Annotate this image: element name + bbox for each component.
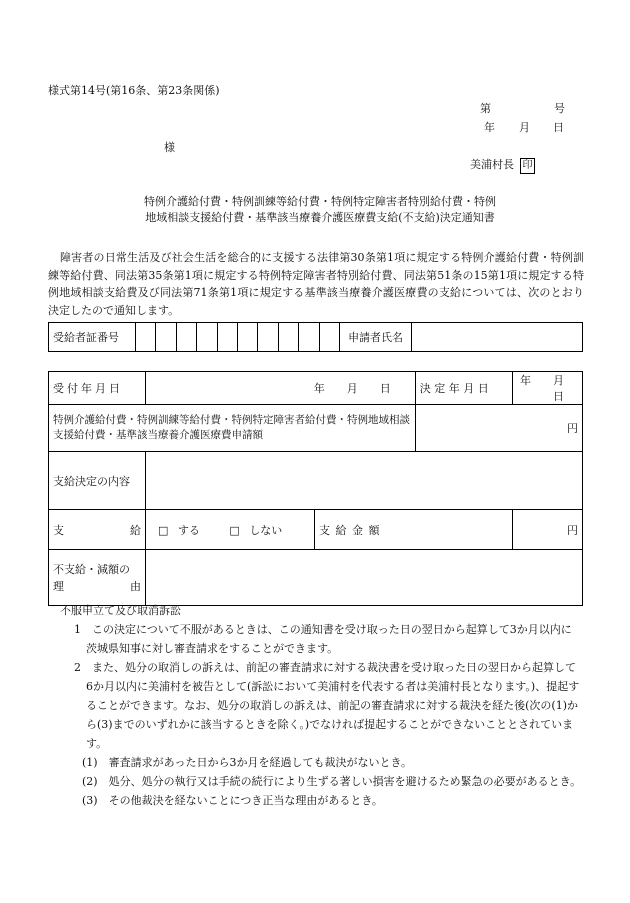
option-no-label: しない [249,523,283,537]
received-date-value[interactable]: 年 月 日 [146,372,416,405]
payment-label [49,510,146,550]
recipient-number-cell[interactable] [319,323,339,352]
reason-field[interactable] [146,550,583,606]
date-month: 月 [519,121,530,134]
decision-date-value[interactable]: 年 月 日 [512,372,582,405]
title-line-2: 地域相談支援給付費・基準該当療養介護医療費支給(不支給)決定通知書 [145,211,495,224]
recipient-number-cell[interactable] [176,323,196,352]
appeal-sub-1: (1) 審査請求があった日から3か月を経過しても裁決がないとき。 [82,756,413,769]
appeal-sub-3: (3) その他裁決を経ないことにつき正当な理由があるとき。 [82,794,383,807]
payment-label-left: 支 [53,523,64,537]
reason-label-left: 理 [53,579,64,593]
date-day: 日 [553,121,564,134]
checkbox-no-icon[interactable]: □ [229,523,240,537]
applicant-name-label: 申請者氏名 [340,323,412,352]
recipient-table [48,322,583,352]
reason-label-line2 [53,578,141,595]
reason-label-right: 由 [130,579,141,593]
number-suffix: 号 [554,102,565,115]
applicant-name-field[interactable] [412,323,583,352]
addressee-honorific: 様 [164,141,175,154]
appeal-item-1: 1 この決定について不服があるときは、この通知書を受け取った日の翌日から起算して3か月以内に茨城県知事に対し審査請求をすることができます。 [74,623,572,655]
number-prefix: 第 [480,102,491,115]
recipient-number-cell[interactable] [238,323,258,352]
recipient-number-cell[interactable] [278,323,298,352]
form-number: 様式第14号(第16条、第23条関係) [48,84,220,97]
issuer-name: 美浦村長 [470,158,514,171]
option-yes-label: する [177,523,200,537]
payment-options [146,510,315,550]
appeal-sub-2: (2) 処分、処分の執行又は手続の続行により生ずる著しい損害を避けるため緊急の必要があるとき。 [82,775,582,788]
reason-label-line1: 不支給・減額の [53,562,130,576]
recipient-number-cell[interactable] [258,323,278,352]
recipient-number-cell[interactable] [156,323,176,352]
decision-date-label: 決 定 年 月 日 [415,372,512,405]
recipient-number-label: 受給者証番号 [49,323,136,352]
body-text: 障害者の日常生活及び社会生活を総合的に支援する法律第30条第1項に規定する特例介護給付費・特例訓練等給付費、同法第35条第1項に規定する特例特定障害者特別給付費、同法第51条の15第1項に規定する特例地域相談支給費及び同法第71条第1項に規定する基準該当療養介護医療費の支給については、次のとおり決定したので通知します。 [48,251,584,317]
appeal-notes [72,620,582,810]
issuer [470,156,535,174]
checkbox-yes-icon[interactable]: □ [158,523,169,537]
payment-amount-yen[interactable]: 円 [512,510,582,550]
recipient-number-cell[interactable] [217,323,237,352]
recipient-number-cell[interactable] [136,323,156,352]
title-line-1: 特例介護給付費・特例訓練等給付費・特例特定障害者特別給付費・特例 [144,195,496,208]
recipient-number-cell[interactable] [197,323,217,352]
appeal-item-2: 2 また、処分の取消しの訴えは、前記の審査請求に対する裁決書を受け取った日の翌日から起算して6か月以内に美浦村を被告として(訴訟において美浦村を代表する者は美浦村長となります。)、提起することができます。なお、処分の取消しの訴えは、前記の審査請求に対する裁決を経た後(次の(1)から(3)までのいずれかに該当するときを除く。)でなければ提起することができないこととされています。 [74,661,580,750]
requested-amount-label: 特例介護給付費・特例訓練等給付費・特例特定障害者給付費・特例地域相談支援給付費・基準該当療養介護医療費申請額 [49,405,416,452]
requested-amount-yen[interactable]: 円 [415,405,582,452]
received-date-label: 受付年月日 [49,372,146,405]
payment-label-right: 給 [130,523,141,537]
reason-label [49,550,146,606]
decision-table [48,371,586,606]
document-title [60,194,580,226]
recipient-number-cell[interactable] [299,323,319,352]
decision-content-field[interactable] [146,452,583,510]
payment-amount-label: 支 給 金 額 [315,510,513,550]
seal-stamp: 印 [520,158,535,174]
decision-content-label: 支給決定の内容 [49,452,146,510]
date-year: 年 [484,121,495,134]
appeal-heading: 不服申立て及び取消訴訟 [60,604,181,617]
